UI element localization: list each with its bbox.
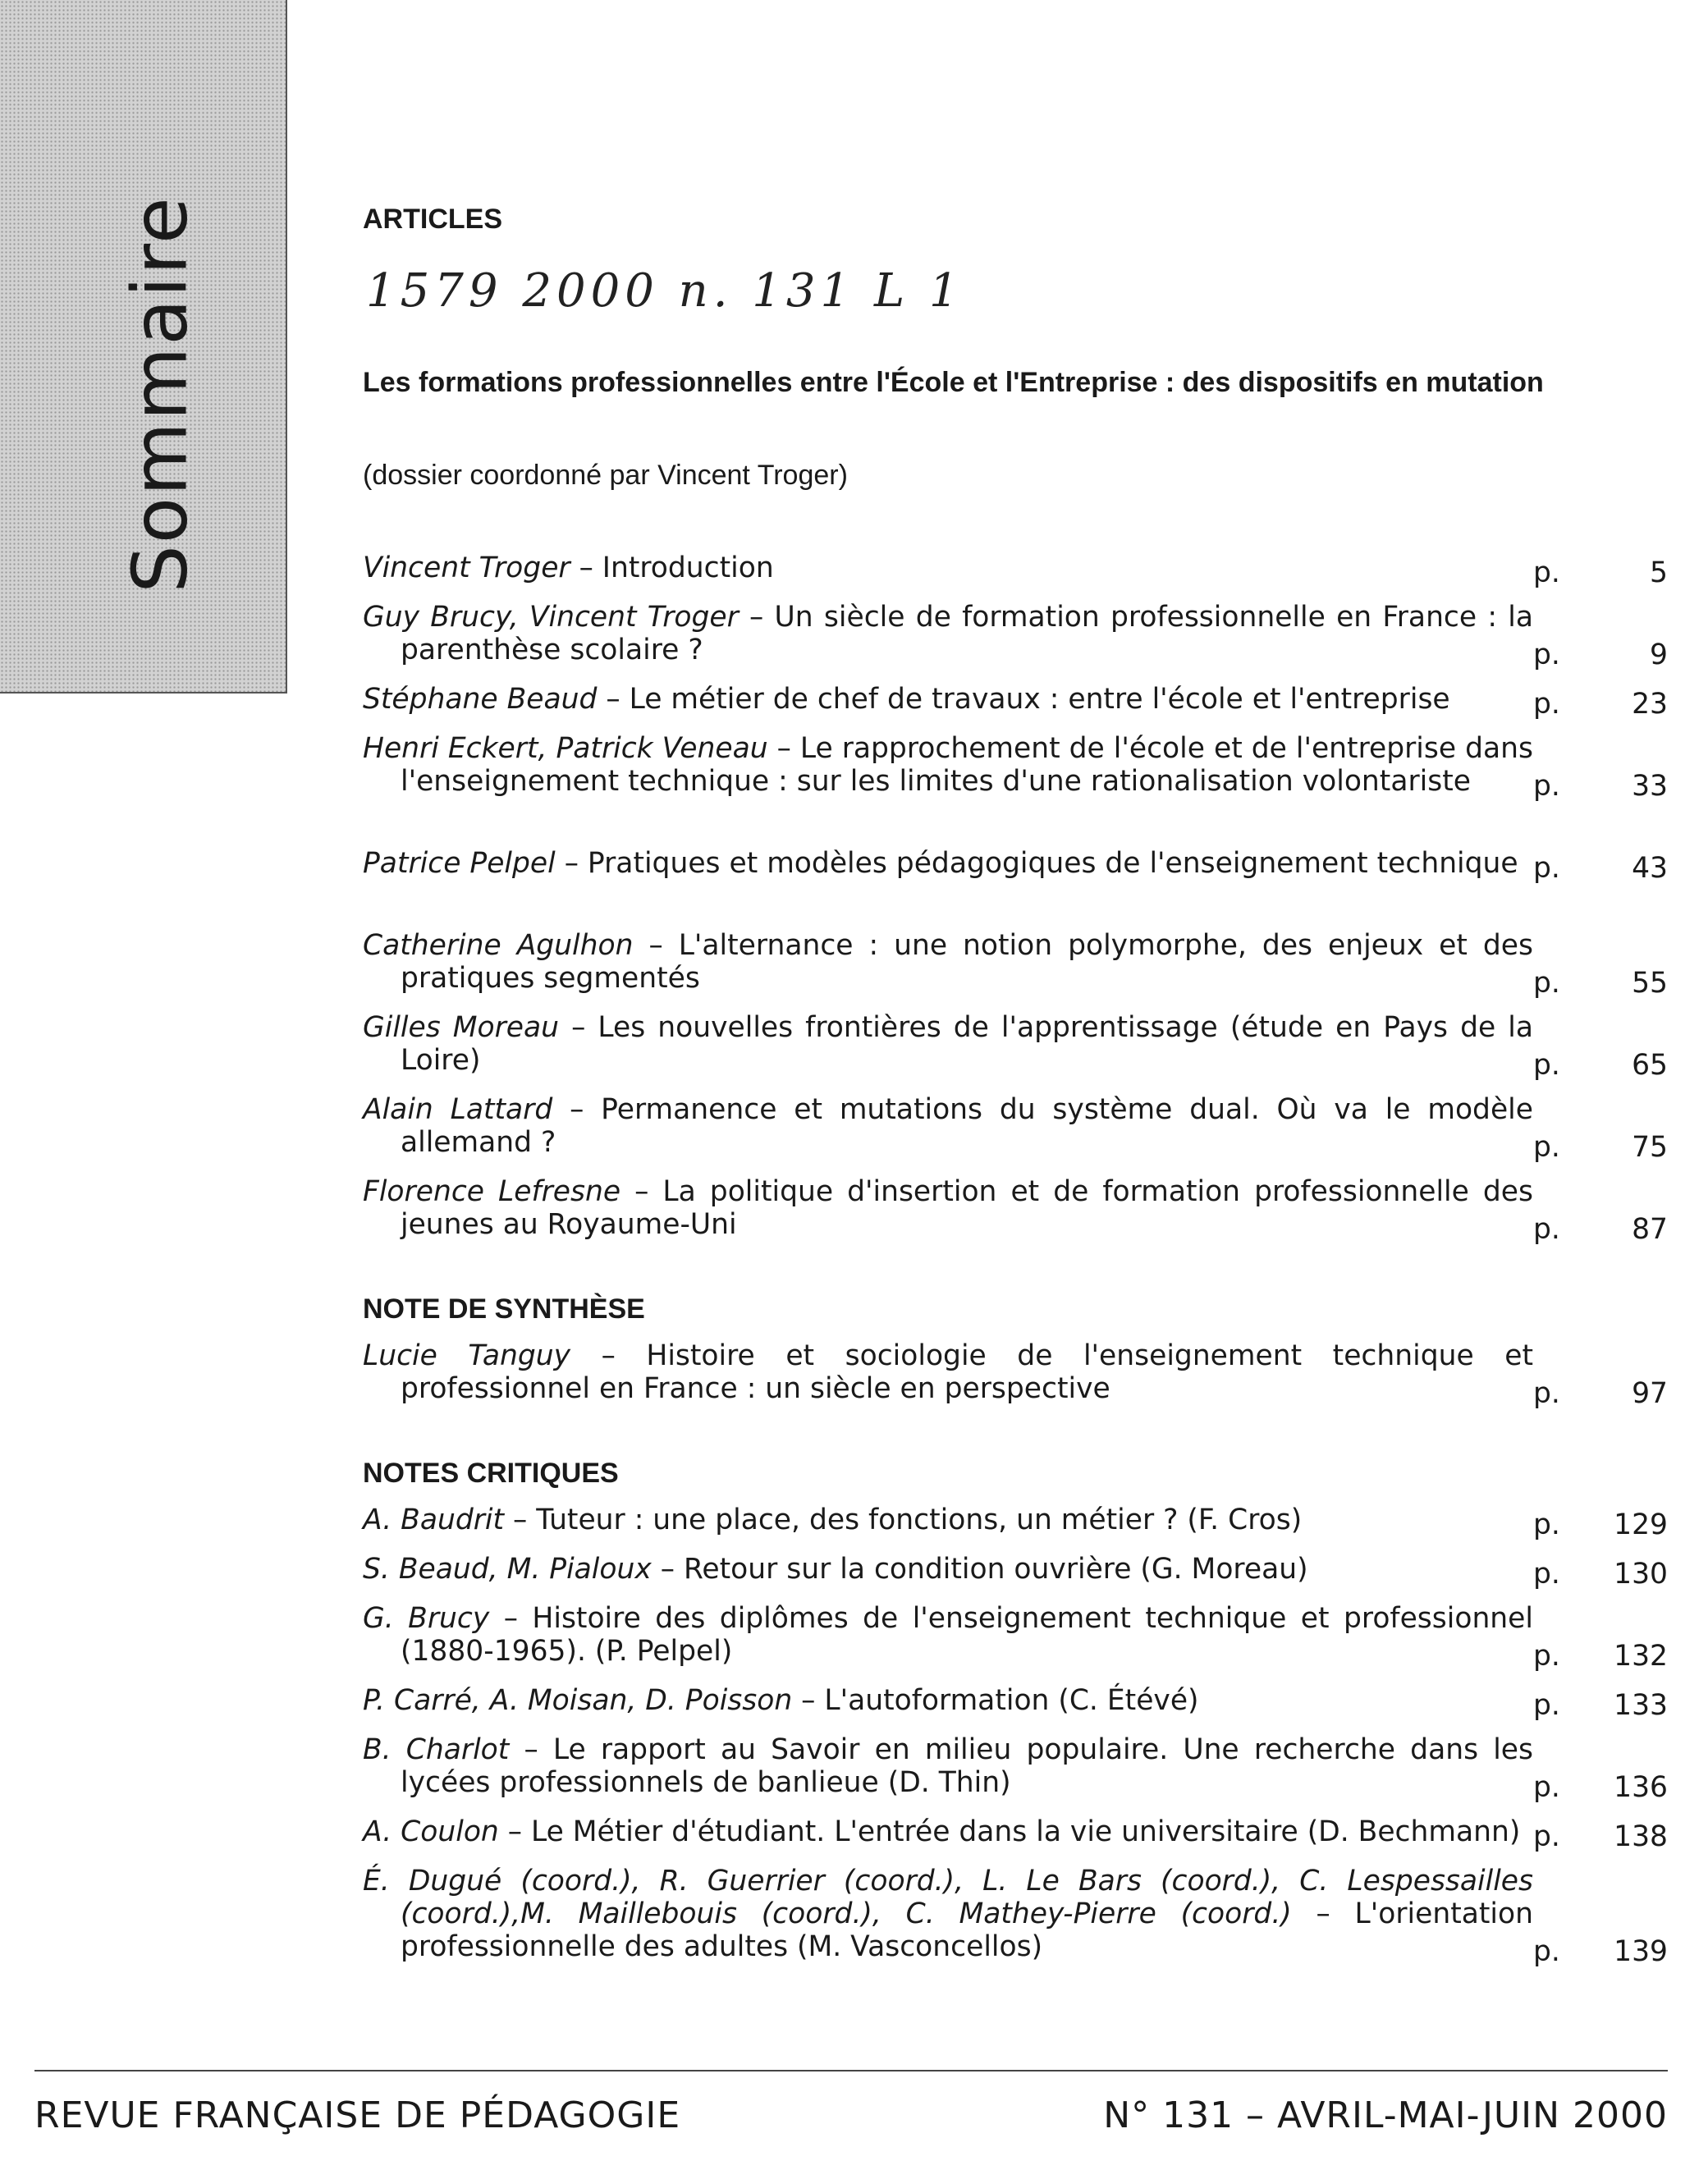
page-number: 43 <box>1632 852 1668 885</box>
entry-page <box>1533 639 1668 671</box>
footer-issue: N° 131 – AVRIL-MAI-JUIN 2000 <box>1103 2094 1668 2136</box>
page-number: 5 <box>1650 556 1668 589</box>
dossier-title: Les formations professionnelles entre l'École et l'Entreprise : des dispositifs en mutation <box>363 367 1544 398</box>
toc-entry[interactable] <box>363 552 1668 589</box>
entry-title: – La politique d'insertion et de formation professionnelle des jeunes au Royaume-Uni <box>401 1175 1533 1241</box>
entry-author: P. Carré, A. Moisan, D. Poisson <box>363 1684 793 1717</box>
entry-page <box>1533 770 1668 803</box>
toc-entry[interactable] <box>363 1684 1668 1722</box>
entry-text <box>363 1815 1533 1848</box>
toc-entry[interactable] <box>363 1093 1668 1164</box>
entry-author: S. Beaud, M. Pialoux <box>363 1553 652 1586</box>
entry-author: Lucie Tanguy <box>363 1339 571 1372</box>
page-number: 130 <box>1614 1558 1668 1591</box>
page-number: 33 <box>1632 770 1668 803</box>
section-heading-articles: ARTICLES <box>363 204 502 235</box>
side-title: Sommaire <box>116 195 204 593</box>
dossier-coordinator: (dossier coordonné par Vincent Troger) <box>363 460 848 491</box>
page-number: 55 <box>1632 967 1668 1000</box>
entry-title: – Permanence et mutations du système dual. Où va le modèle allemand ? <box>401 1093 1533 1159</box>
entry-text <box>363 552 1533 584</box>
entry-page <box>1533 1508 1668 1541</box>
page-number: 136 <box>1614 1771 1668 1804</box>
page-abbrev: p. <box>1533 688 1560 721</box>
entry-title: – L'orientation professionnelle des adultes (M. Vasconcellos) <box>401 1897 1533 1963</box>
page-abbrev: p. <box>1533 852 1560 885</box>
page-number: 139 <box>1614 1935 1668 1968</box>
entry-text <box>363 1733 1533 1799</box>
entry-text <box>363 601 1533 666</box>
entry-title: – Histoire et sociologie de l'enseignement technique et professionnel en France : un siècle en perspective <box>401 1339 1533 1405</box>
page-abbrev: p. <box>1533 556 1560 589</box>
entry-text <box>363 1553 1533 1586</box>
entry-title: – Un siècle de formation professionnelle en France : la parenthèse scolaire ? <box>401 601 1533 666</box>
entry-page <box>1533 852 1668 885</box>
page-abbrev: p. <box>1533 770 1560 803</box>
page-abbrev: p. <box>1533 1213 1560 1246</box>
toc-entry[interactable] <box>363 1011 1668 1082</box>
page-abbrev: p. <box>1533 1771 1560 1804</box>
page-abbrev: p. <box>1533 1820 1560 1853</box>
entry-author: Alain Lattard <box>363 1093 553 1126</box>
sommaire-side-tab <box>0 0 287 694</box>
page-number: 87 <box>1632 1213 1668 1246</box>
toc-entry[interactable] <box>363 1865 1668 1968</box>
page-abbrev: p. <box>1533 1558 1560 1591</box>
entry-title: – L'autoformation (C. Étévé) <box>792 1684 1199 1717</box>
entry-title: – Retour sur la condition ouvrière (G. Moreau) <box>651 1553 1308 1586</box>
toc-entry[interactable] <box>363 1175 1668 1246</box>
entry-author: Florence Lefresne <box>363 1175 621 1208</box>
entry-title: – L'alternance : une notion polymorphe, des enjeux et des pratiques segmentés <box>401 929 1533 995</box>
entry-title: – Le rapprochement de l'école et de l'entreprise dans l'enseignement technique : sur les limites d'une rationalisation volontariste <box>401 732 1533 798</box>
page-number: 75 <box>1632 1131 1668 1164</box>
toc-entry[interactable] <box>363 1815 1668 1853</box>
entry-page <box>1533 1049 1668 1082</box>
page-abbrev: p. <box>1533 1131 1560 1164</box>
entry-page <box>1533 967 1668 1000</box>
entry-page <box>1533 556 1668 589</box>
page-number: 129 <box>1614 1508 1668 1541</box>
entry-title: – Introduction <box>570 552 774 584</box>
page-number: 138 <box>1614 1820 1668 1853</box>
page-number: 65 <box>1632 1049 1668 1082</box>
section-heading-synthese: NOTE DE SYNTHÈSE <box>363 1293 645 1325</box>
page-abbrev: p. <box>1533 1377 1560 1410</box>
page-abbrev: p. <box>1533 639 1560 671</box>
entry-author: Vincent Troger <box>363 552 570 584</box>
toc-entry[interactable] <box>363 1602 1668 1673</box>
entry-title: – Le métier de chef de travaux : entre l'école et l'entreprise <box>597 683 1450 716</box>
entry-text <box>363 1684 1533 1717</box>
page-number: 132 <box>1614 1640 1668 1673</box>
entry-page <box>1533 1640 1668 1673</box>
entry-author: A. Coulon <box>363 1815 499 1848</box>
entry-author: Henri Eckert, Patrick Veneau <box>363 732 768 765</box>
entry-page <box>1533 688 1668 721</box>
entry-page <box>1533 1558 1668 1591</box>
entry-page <box>1533 1771 1668 1804</box>
entry-text <box>363 1011 1533 1077</box>
entry-author: Gilles Moreau <box>363 1011 560 1044</box>
entry-title: – Les nouvelles frontières de l'apprentissage (étude en Pays de la Loire) <box>401 1011 1533 1077</box>
entry-text <box>363 847 1533 880</box>
side-title-wrap <box>111 189 209 599</box>
entry-page <box>1533 1820 1668 1853</box>
footer-journal-name: REVUE FRANÇAISE DE PÉDAGOGIE <box>34 2094 681 2136</box>
page-abbrev: p. <box>1533 1640 1560 1673</box>
entry-author: Patrice Pelpel <box>363 847 556 880</box>
page-number: 133 <box>1614 1689 1668 1722</box>
toc-entry[interactable] <box>363 732 1668 803</box>
handwritten-call-number: 1579 2000 n. 131 L 1 <box>366 264 964 318</box>
entry-page <box>1533 1131 1668 1164</box>
entry-text <box>363 1339 1533 1405</box>
entry-title: – Tuteur : une place, des fonctions, un métier ? (F. Cros) <box>504 1504 1303 1536</box>
entry-title: – Le rapport au Savoir en milieu populaire. Une recherche dans les lycées professionnels de banlieue (D. Thin) <box>401 1733 1533 1799</box>
entry-author: É. Dugué (coord.), R. Guerrier (coord.), L. Le Bars (coord.), C. Lespessailles (coord.),M. Maillebouis (coord.), C. Mathey-Pierre (coord.) <box>363 1865 1533 1930</box>
entry-text <box>363 1504 1533 1536</box>
page-abbrev: p. <box>1533 1049 1560 1082</box>
toc-entry[interactable] <box>363 1504 1668 1541</box>
toc-entry[interactable] <box>363 683 1668 721</box>
entry-author: G. Brucy <box>363 1602 490 1635</box>
entry-title: – Pratiques et modèles pédagogiques de l'enseignement technique <box>555 847 1518 880</box>
toc-entry[interactable] <box>363 1553 1668 1591</box>
toc-entry[interactable] <box>363 1733 1668 1804</box>
entry-author: Stéphane Beaud <box>363 683 598 716</box>
entry-author: B. Charlot <box>363 1733 510 1766</box>
entry-text <box>363 1602 1533 1668</box>
entry-title: – Le Métier d'étudiant. L'entrée dans la vie universitaire (D. Bechmann) <box>498 1815 1521 1848</box>
entry-text <box>363 1175 1533 1241</box>
entry-page <box>1533 1935 1668 1968</box>
toc-entry[interactable] <box>363 929 1668 1000</box>
section-heading-critiques: NOTES CRITIQUES <box>363 1458 619 1489</box>
entry-title: – Histoire des diplômes de l'enseignement technique et professionnel (1880-1965). (P. Pelpel) <box>401 1602 1533 1668</box>
entry-text <box>363 1093 1533 1159</box>
toc-entry[interactable] <box>363 1339 1668 1410</box>
page-number: 97 <box>1632 1377 1668 1410</box>
entry-page <box>1533 1689 1668 1722</box>
entry-page <box>1533 1377 1668 1410</box>
entry-text <box>363 929 1533 995</box>
page-abbrev: p. <box>1533 1935 1560 1968</box>
page-number: 9 <box>1650 639 1668 671</box>
entry-author: A. Baudrit <box>363 1504 505 1536</box>
toc-entry[interactable] <box>363 847 1668 885</box>
toc-entry[interactable] <box>363 601 1668 671</box>
page-number: 23 <box>1632 688 1668 721</box>
page-abbrev: p. <box>1533 1689 1560 1722</box>
page-abbrev: p. <box>1533 967 1560 1000</box>
footer-divider <box>34 2070 1668 2071</box>
entry-page <box>1533 1213 1668 1246</box>
entry-author: Guy Brucy, Vincent Troger <box>363 601 739 634</box>
entry-text <box>363 683 1533 716</box>
page-abbrev: p. <box>1533 1508 1560 1541</box>
entry-text <box>363 1865 1533 1963</box>
entry-text <box>363 732 1533 798</box>
entry-author: Catherine Agulhon <box>363 929 634 962</box>
